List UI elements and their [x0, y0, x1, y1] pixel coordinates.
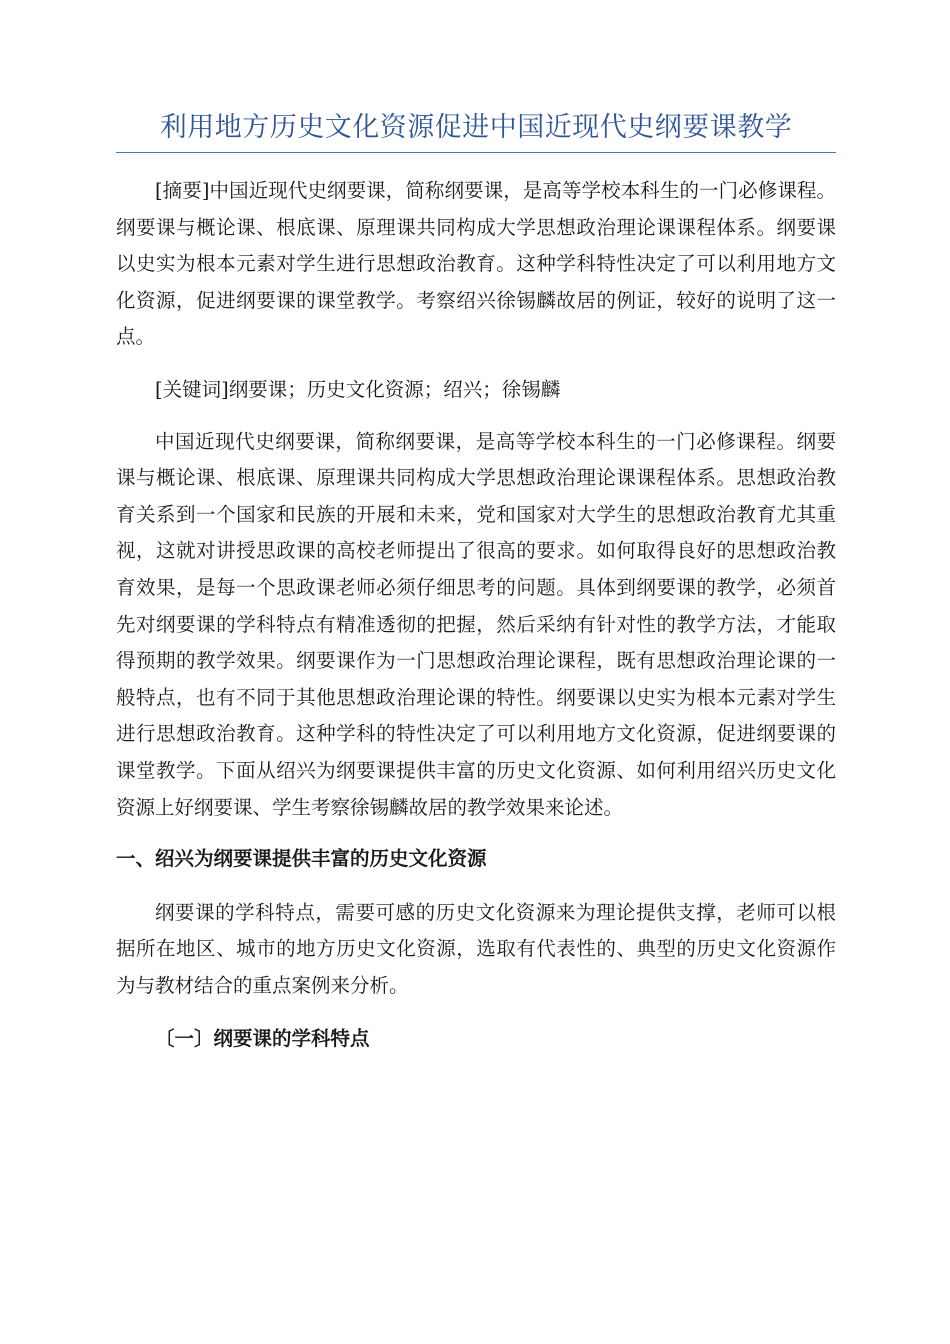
- document-title: 利用地方历史文化资源促进中国近现代史纲要课教学: [159, 112, 793, 143]
- document-page: [116, 108, 836, 1058]
- section-heading-1: 一、绍兴为纲要课提供丰富的历史文化资源: [116, 847, 487, 871]
- body-paragraph-section-1: 纲要课的学科特点，需要可感的历史文化资源来为理论提供支撑，老师可以根据所在地区、城市的地方历史文化资源，选取有代表性的、典型的历史文化资源作为与教材结合的重点案例来分析。: [116, 900, 836, 997]
- subsection-heading-1: 〔一〕纲要课的学科特点: [155, 1027, 370, 1051]
- title-underline: [116, 152, 836, 153]
- body-paragraph-intro: 中国近现代史纲要课，简称纲要课，是高等学校本科生的一门必修课程。纲要课与概论课、根底课、原理课共同构成大学思想政治理论课课程体系。思想政治教育关系到一个国家和民族的开展和未来，党和国家对大学生的思想政治教育尤其重视，这就对讲授思政课的高校老师提出了很高的要求。如何取得良好的思想政治教育效果，是每一个思政课老师必须仔细思考的问题。具体到纲要课的教学，必须首先对纲要课的学科特点有精准透彻的把握，然后采纳有针对性的教学方法，才能取得预期的教学效果。纲要课作为一门思想政治理论课程，既有思想政治理论课的一般特点，也有不同于其他思想政治理论课的特性。纲要课以史实为根本元素对学生进行思想政治教育。这种学科的特性决定了可以利用地方文化资源，促进纲要课的课堂教学。下面从绍兴为纲要课提供丰富的历史文化资源、如何利用绍兴历史文化资源上好纲要课、学生考察徐锡麟故居的教学效果来论述。: [116, 429, 836, 819]
- keywords-paragraph: [关键词]纲要课；历史文化资源；绍兴；徐锡麟: [155, 377, 561, 401]
- abstract-paragraph: [摘要]中国近现代史纲要课，简称纲要课，是高等学校本科生的一门必修课程。纲要课与概论课、根底课、原理课共同构成大学思想政治理论课课程体系。纲要课以史实为根本元素对学生进行思想政治教育。这种学科特性决定了可以利用地方文化资源，促进纲要课的课堂教学。考察绍兴徐锡麟故居的例证，较好的说明了这一点。: [116, 179, 836, 349]
